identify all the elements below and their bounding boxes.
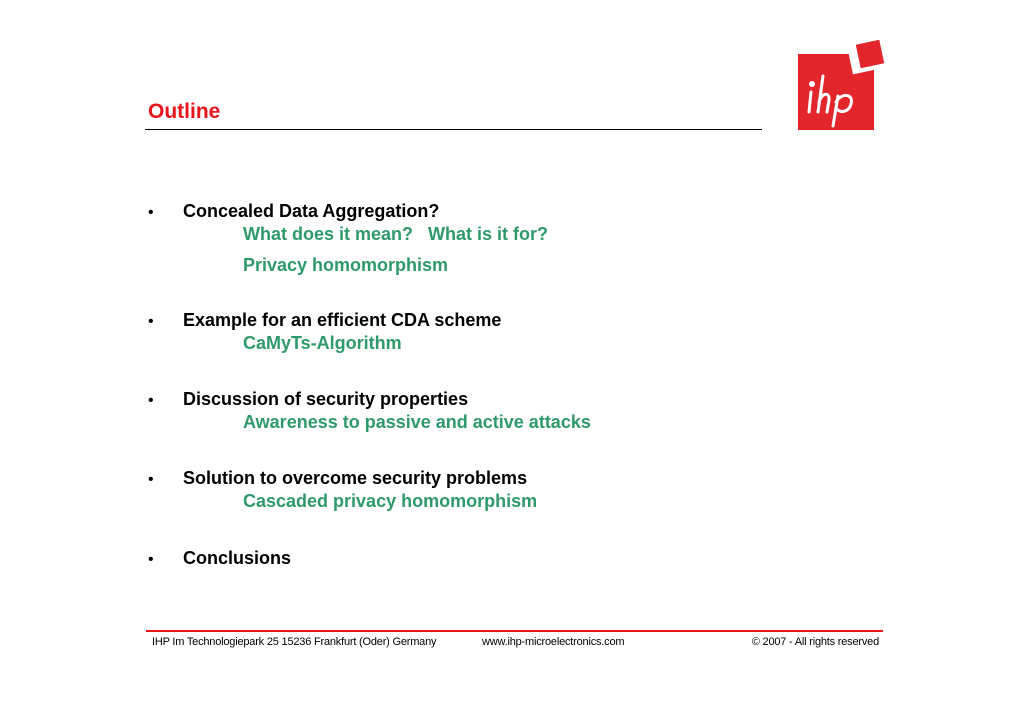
outline-item-security-properties [148, 389, 591, 434]
outline-item-concealed-data-aggregation [148, 201, 548, 277]
outline-subitem: What does it mean? What is it for? [243, 224, 549, 244]
footer-divider [146, 630, 883, 632]
outline-item-label: Discussion of security properties [183, 389, 469, 409]
outline-item-efficient-cda-scheme [148, 310, 501, 355]
outline-item-label: Conclusions [183, 548, 292, 568]
slide-title: Outline [148, 100, 221, 123]
bullet-marker: • [148, 204, 154, 221]
bullet-marker: • [148, 471, 154, 488]
outline-item-security-solution [148, 468, 537, 513]
footer-copyright: © 2007 - All rights reserved [751, 636, 879, 648]
outline-subitem: Awareness to passive and active attacks [243, 412, 591, 432]
bullet-marker: • [148, 313, 154, 330]
outline-subitem: Privacy homomorphism [243, 255, 449, 275]
ihp-logo-icon [796, 40, 886, 132]
bullet-marker: • [148, 551, 154, 568]
outline-item-label: Example for an efficient CDA scheme [183, 310, 502, 330]
outline-subitem: CaMyTs-Algorithm [243, 333, 402, 353]
title-underline [145, 129, 762, 130]
outline-item-label: Solution to overcome security problems [183, 468, 528, 488]
footer-address: IHP Im Technologiepark 25 15236 Frankfurt (Oder) Germany [152, 636, 437, 648]
outline-subitem: Cascaded privacy homomorphism [243, 491, 538, 511]
outline-item-label: Concealed Data Aggregation? [183, 201, 440, 221]
bullet-marker: • [148, 392, 154, 409]
outline-item-conclusions [148, 548, 291, 569]
footer-url: www.ihp-microelectronics.com [482, 636, 625, 648]
